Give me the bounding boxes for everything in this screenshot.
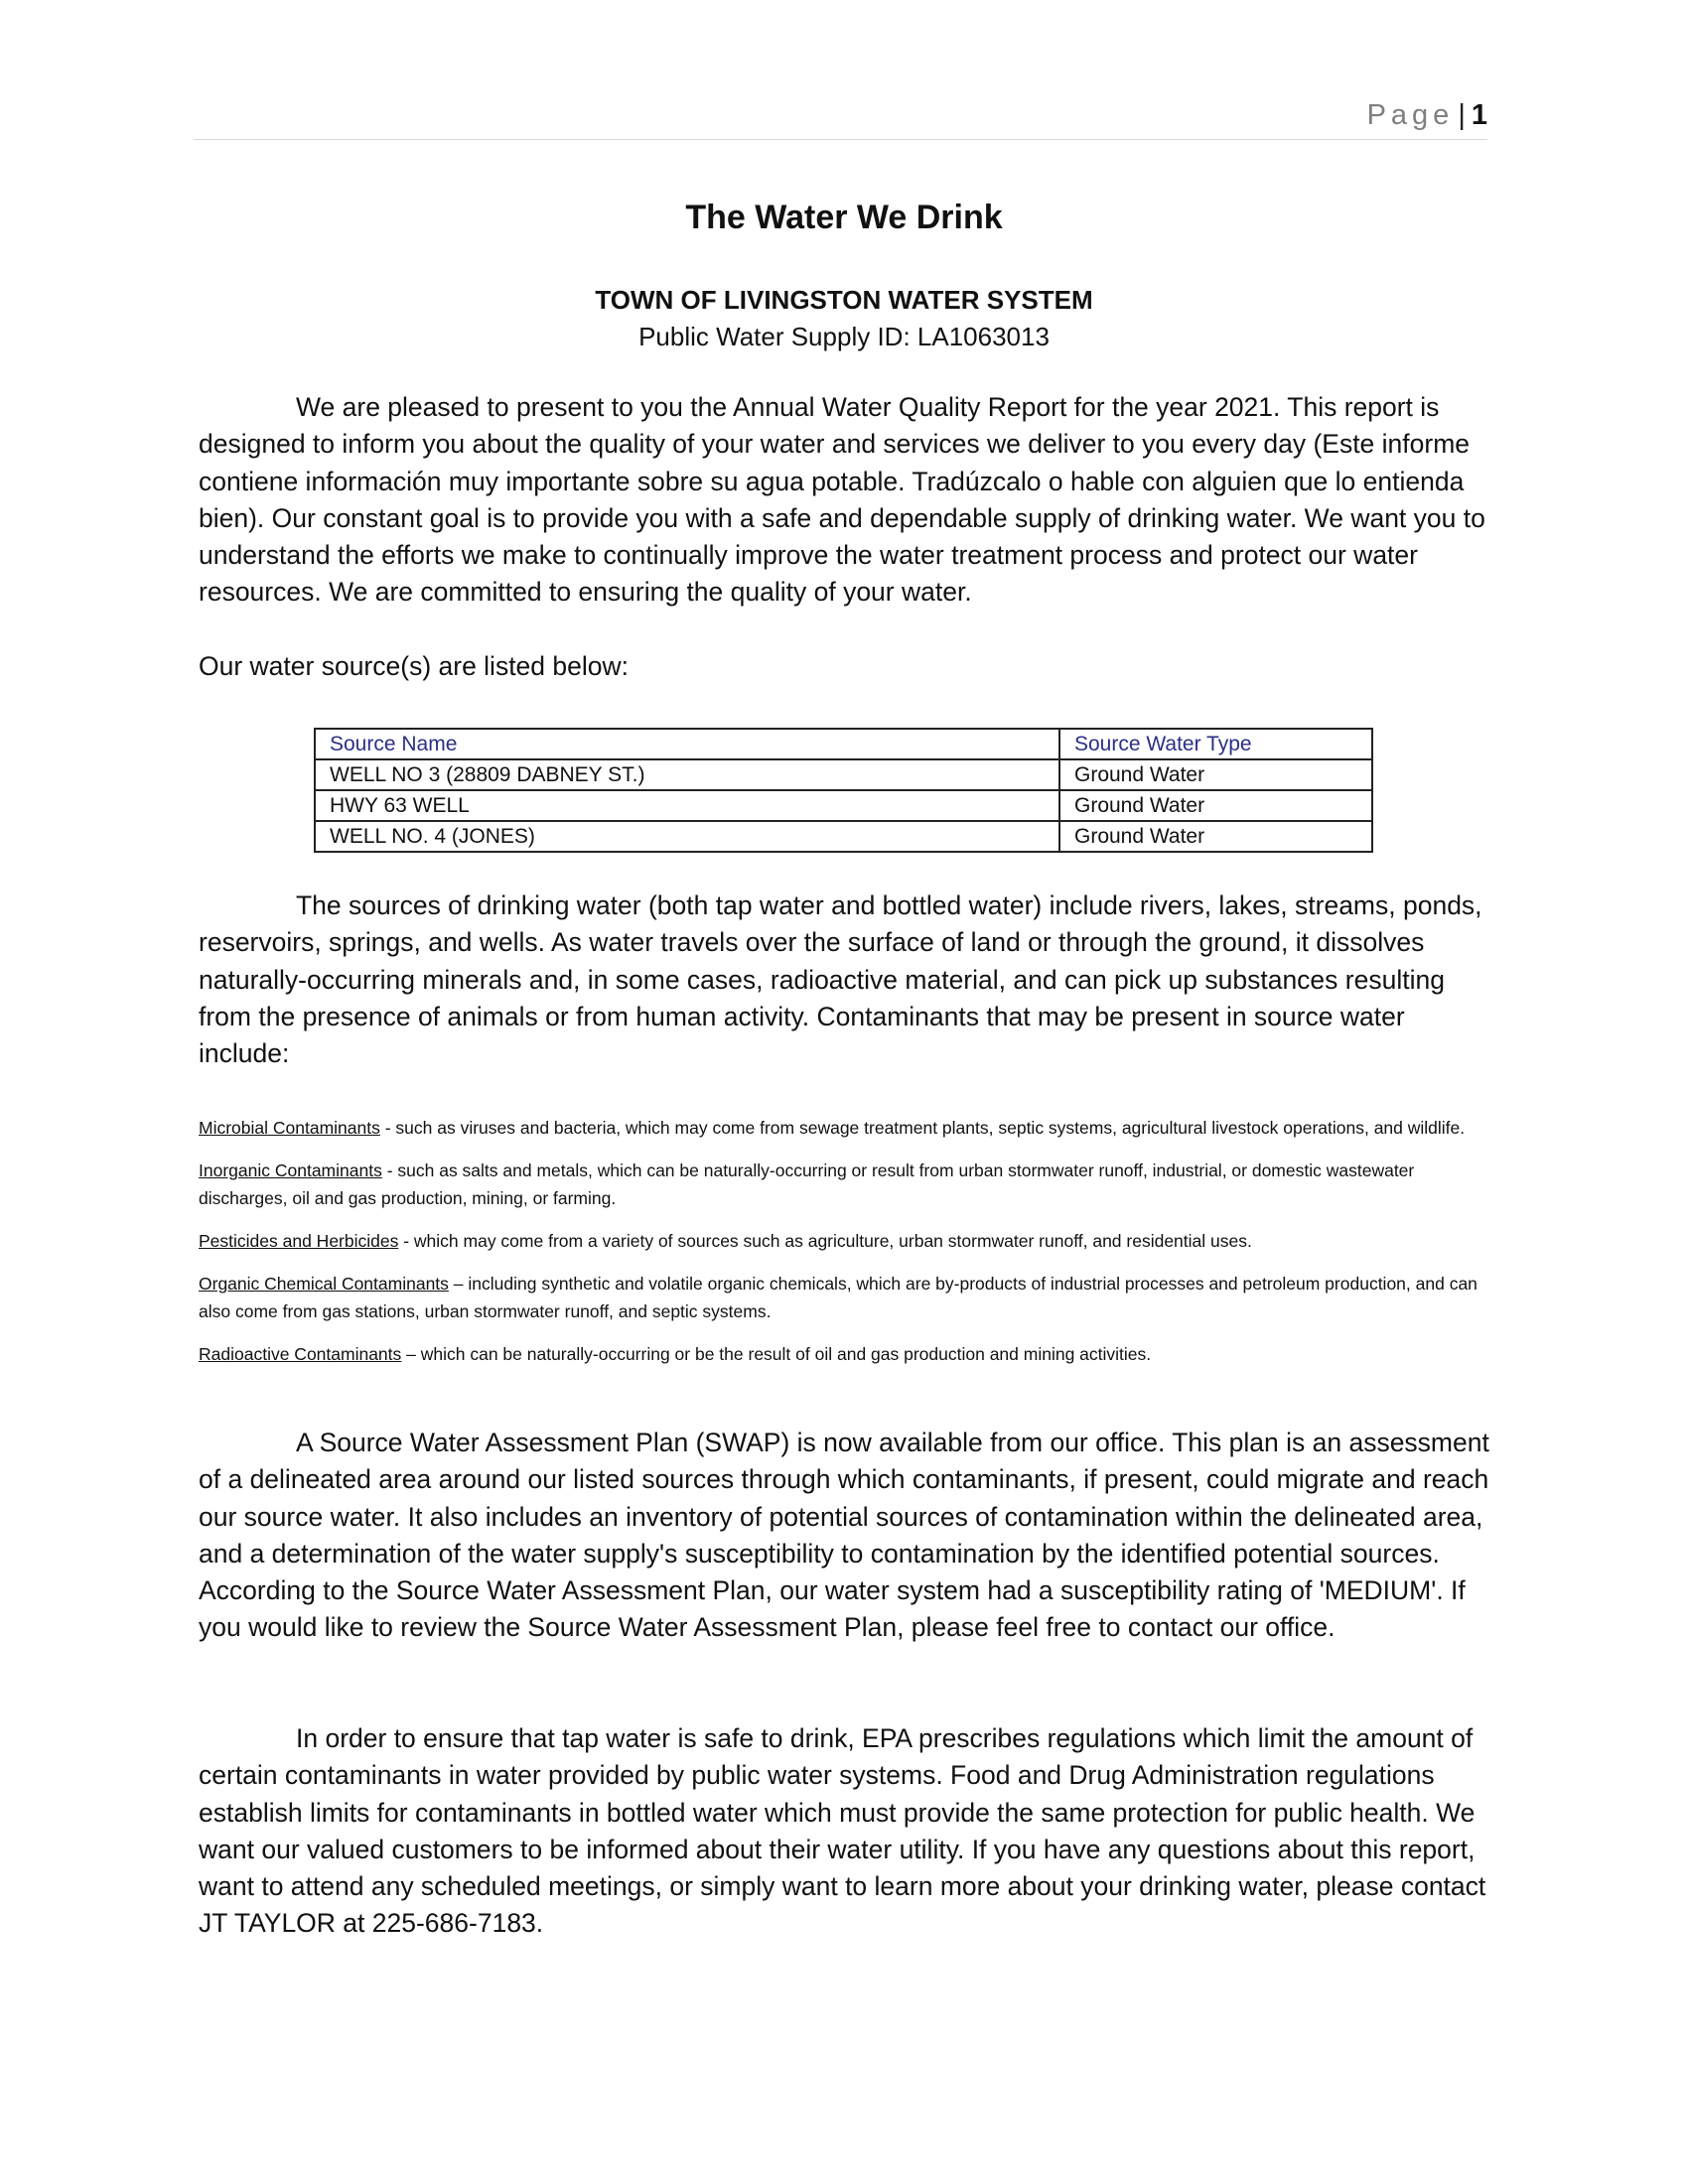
table-header-row: [315, 729, 1372, 759]
contaminant-description: - such as salts and metals, which can be naturally-occurring or result from urban stormwater runoff, industrial, or domestic wastewater discharges, oil and gas production, mining, or farming.: [199, 1160, 1415, 1208]
contaminant-term: Organic Chemical Contaminants: [199, 1274, 449, 1294]
contaminant-term: Pesticides and Herbicides: [199, 1231, 399, 1251]
table-row: [315, 759, 1372, 790]
page-number-label: [1367, 99, 1487, 132]
source-name-cell: WELL NO. 4 (JONES): [315, 821, 1059, 852]
contaminant-term: Radioactive Contaminants: [199, 1344, 402, 1364]
contaminant-term: Microbial Contaminants: [199, 1118, 380, 1138]
contaminant-description: – which can be naturally-occurring or be the result of oil and gas production and mining activities.: [401, 1344, 1152, 1364]
intro-paragraph: We are pleased to present to you the Annual Water Quality Report for the year 2021. This report is designed to inform you about the quality of your water and services we deliver to you every day (Este informe contiene información muy importante sobre su agua potable. Tradúzcalo o hable con alguien que lo entienda bien). Our constant goal is to provide you with a safe and dependable supply of drinking water. We want you to understand the efforts we make to continually improve the water treatment process and protect our water resources. We are committed to ensuring the quality of your water.: [199, 392, 1485, 608]
contaminant-term: Inorganic Contaminants: [199, 1160, 382, 1180]
page-header: [194, 99, 1487, 140]
list-item: [199, 1227, 1489, 1255]
public-water-supply-id: Public Water Supply ID: LA1063013: [638, 322, 1050, 351]
swap-paragraph: A Source Water Assessment Plan (SWAP) is now available from our office. This plan is an assessment of a delineated area around our listed sources through which contaminants, if present, could migrate and reach our source water. It also includes an inventory of potential sources of contamination within the delineated area, and a determination of the water supply's susceptibility to contamination by the identified potential sources. According to the Source Water Assessment Plan, our water system had a susceptibility rating of 'MEDIUM'. If you would like to review the Source Water Assessment Plan, please feel free to contact our office.: [199, 1428, 1489, 1643]
source-type-cell: Ground Water: [1059, 759, 1372, 790]
source-type-cell: Ground Water: [1059, 821, 1372, 852]
table-row: [315, 790, 1372, 821]
source-name-cell: HWY 63 WELL: [315, 790, 1059, 821]
contaminant-description: - which may come from a variety of sources such as agriculture, urban stormwater runoff, and residential uses.: [398, 1231, 1252, 1251]
contaminants-list: [199, 1114, 1489, 1383]
column-header-source-name: Source Name: [315, 729, 1059, 759]
list-item: [199, 1270, 1489, 1325]
sources-paragraph: The sources of drinking water (both tap water and bottled water) include rivers, lakes, streams, ponds, reservoirs, springs, and wells. As water travels over the surface of land or through the ground, it dissolves naturally-occurring minerals and, in some cases, radioactive material, and can pick up substances resulting from the presence of animals or from human activity. Contaminants that may be present in source water include:: [199, 890, 1482, 1069]
list-item: [199, 1340, 1489, 1368]
epa-paragraph: In order to ensure that tap water is safe to drink, EPA prescribes regulations which limit the amount of certain contaminants in water provided by public water systems. Food and Drug Administration regulations establish limits for contaminants in bottled water which must provide the same protection for public health. We want our valued customers to be informed about their water utility. If you have any questions about this report, want to attend any scheduled meetings, or simply want to learn more about your drinking water, please contact JT TAYLOR at 225-686-7183.: [199, 1723, 1486, 1939]
water-sources-table: [314, 728, 1373, 853]
page-word: Page: [1366, 99, 1455, 131]
list-item: [199, 1114, 1489, 1142]
water-system-name: TOWN OF LIVINGSTON WATER SYSTEM: [595, 285, 1093, 315]
table-row: [315, 821, 1372, 852]
column-header-source-water-type: Source Water Type: [1059, 729, 1372, 759]
contaminant-description: - such as viruses and bacteria, which may come from sewage treatment plants, septic systems, agricultural livestock operations, and wildlife.: [379, 1118, 1466, 1138]
source-type-cell: Ground Water: [1059, 790, 1372, 821]
page-separator: |: [1458, 99, 1466, 131]
sources-intro: Our water source(s) are listed below:: [199, 651, 629, 681]
page-number: 1: [1471, 99, 1487, 131]
document-title: The Water We Drink: [685, 199, 1003, 236]
list-item: [199, 1157, 1489, 1212]
source-name-cell: WELL NO 3 (28809 DABNEY ST.): [315, 759, 1059, 790]
contaminant-description: – including synthetic and volatile organic chemicals, which are by-products of industrial processes and petroleum production, and can also come from gas stations, urban stormwater runoff, and septic systems.: [199, 1274, 1477, 1321]
